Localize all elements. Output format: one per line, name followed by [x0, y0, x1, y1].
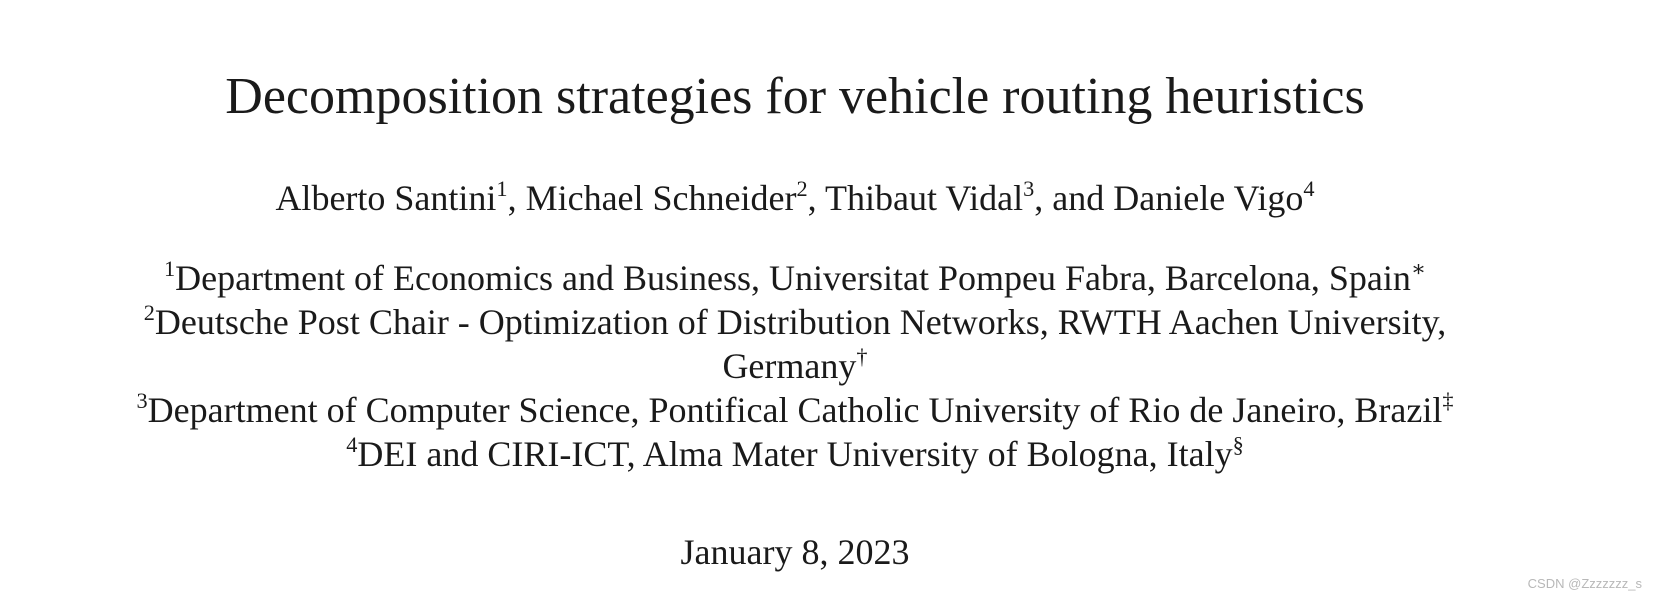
- watermark: CSDN @Zzzzzzz_s: [1527, 576, 1642, 591]
- affiliation-number: 2: [143, 300, 155, 326]
- author-affiliation-mark: 3: [1023, 176, 1035, 202]
- author-separator: , and: [1034, 178, 1114, 218]
- affiliation-line: [0, 388, 1590, 432]
- author-name: Michael Schneider: [525, 178, 797, 218]
- author-separator: ,: [507, 178, 526, 218]
- affiliation-text: Department of Economics and Business, Universitat Pompeu Fabra, Barcelona, Spain: [175, 258, 1411, 298]
- author-name: Thibaut Vidal: [825, 178, 1024, 218]
- author-name: Alberto Santini: [275, 178, 497, 218]
- affiliation-text: Deutsche Post Chair - Optimization of Distribution Networks, RWTH Aachen University,: [154, 302, 1447, 342]
- author-affiliation-mark: 2: [796, 176, 808, 202]
- affiliation-line: [0, 344, 1590, 388]
- footnote-mark: §: [1232, 432, 1244, 458]
- affiliation-number: 3: [136, 388, 148, 414]
- affiliation-text: Department of Computer Science, Pontifical Catholic University of Rio de Janeiro, Brazil: [147, 390, 1443, 430]
- affiliation-line: [0, 432, 1590, 476]
- author-list: [0, 176, 1590, 220]
- affiliation-line: [0, 300, 1590, 344]
- affiliation-line: [0, 256, 1590, 300]
- affiliation-text: Germany: [722, 346, 857, 386]
- affiliation-list: [0, 256, 1590, 476]
- footnote-mark: †: [856, 344, 868, 370]
- author-name: Daniele Vigo: [1113, 178, 1304, 218]
- affiliation-number: 1: [163, 256, 176, 282]
- affiliation-text: DEI and CIRI-ICT, Alma Mater University of Bologna, Italy: [357, 434, 1233, 474]
- footnote-mark: ∗: [1410, 256, 1427, 282]
- paper-title: Decomposition strategies for vehicle routing heuristics: [225, 68, 1365, 125]
- author-affiliation-mark: 1: [496, 176, 508, 202]
- author-affiliation-mark: 4: [1303, 176, 1315, 202]
- affiliation-number: 4: [346, 432, 358, 458]
- paper-date: January 8, 2023: [680, 532, 910, 572]
- footnote-mark: ‡: [1442, 388, 1454, 414]
- author-separator: ,: [807, 178, 825, 218]
